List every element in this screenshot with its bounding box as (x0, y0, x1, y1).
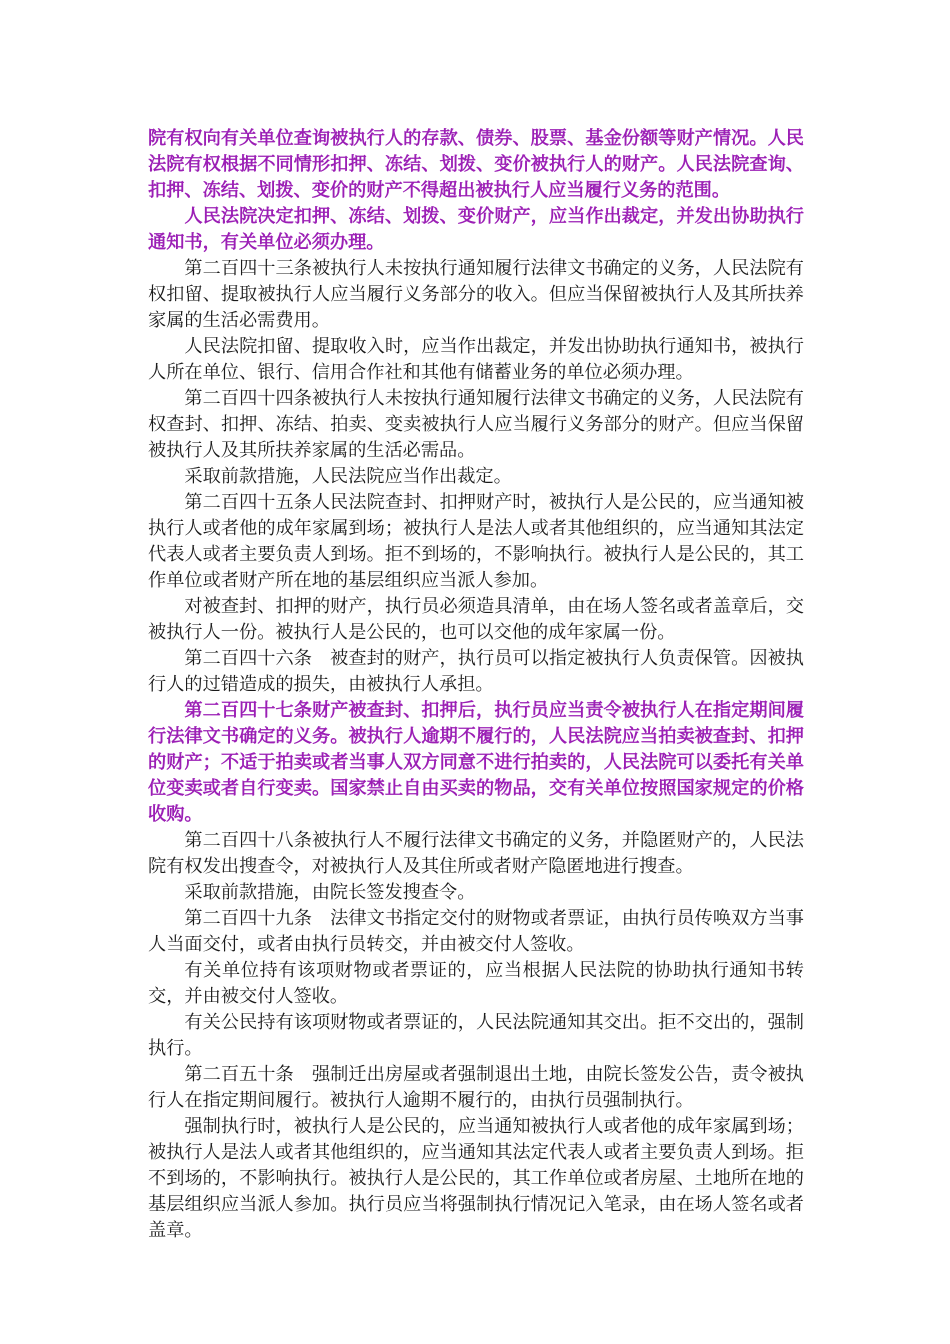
paragraph-4: 人民法院扣留、提取收入时，应当作出裁定，并发出协助执行通知书，被执行人所在单位、银行、信用合作社和其他有储蓄业务的单位必须办理。 (148, 336, 804, 383)
paragraph-17: 强制执行时，被执行人是公民的，应当通知被执行人或者他的成年家属到场；被执行人是法人或者其他组织的，应当通知其法定代表人或者主要负责人到场。拒不到场的，不影响执行。被执行人是公民的，其工作单位或者房屋、土地所在地的基层组织应当派人参加。执行员应当将强制执行情况记入笔录，由在场人签名或者盖章。 (148, 1116, 804, 1241)
paragraph-8: 对被查封、扣押的财产，执行员必须造具清单，由在场人签名或者盖章后，交被执行人一份。被执行人是公民的，也可以交他的成年家属一份。 (148, 596, 804, 643)
paragraph-1: 院有权向有关单位查询被执行人的存款、债券、股票、基金份额等财产情况。人民法院有权根据不同情形扣押、冻结、划拨、变价被执行人的财产。人民法院查询、扣押、冻结、划拨、变价的财产不得超出被执行人应当履行义务的范围。 (148, 128, 804, 201)
paragraph-10: 第二百四十七条财产被查封、扣押后，执行员应当责令被执行人在指定期间履行法律文书确定的义务。被执行人逾期不履行的，人民法院应当拍卖被查封、扣押的财产；不适于拍卖或者当事人双方同意不进行拍卖的，人民法院可以委托有关单位变卖或者自行变卖。国家禁止自由买卖的物品，交有关单位按照国家规定的价格收购。 (148, 700, 804, 825)
paragraph-13: 第二百四十九条 法律文书指定交付的财物或者票证，由执行员传唤双方当事人当面交付，或者由执行员转交，并由被交付人签收。 (148, 908, 804, 955)
paragraph-15: 有关公民持有该项财物或者票证的，人民法院通知其交出。拒不交出的，强制执行。 (148, 1012, 804, 1059)
paragraph-2: 人民法院决定扣押、冻结、划拨、变价财产，应当作出裁定，并发出协助执行通知书，有关单位必须办理。 (148, 206, 804, 253)
paragraph-11: 第二百四十八条被执行人不履行法律文书确定的义务，并隐匿财产的，人民法院有权发出搜查令，对被执行人及其住所或者财产隐匿地进行搜查。 (148, 830, 804, 877)
paragraph-16: 第二百五十条 强制迁出房屋或者强制退出土地，由院长签发公告，责令被执行人在指定期间履行。被执行人逾期不履行的，由执行员强制执行。 (148, 1064, 804, 1111)
paragraph-14: 有关单位持有该项财物或者票证的，应当根据人民法院的协助执行通知书转交，并由被交付人签收。 (148, 960, 804, 1007)
paragraph-6: 采取前款措施，人民法院应当作出裁定。 (184, 466, 512, 487)
paragraph-5: 第二百四十四条被执行人未按执行通知履行法律文书确定的义务，人民法院有权查封、扣押、冻结、拍卖、变卖被执行人应当履行义务部分的财产。但应当保留被执行人及其所扶养家属的生活必需品。 (148, 388, 804, 461)
paragraph-12: 采取前款措施，由院长签发搜查令。 (184, 882, 476, 903)
paragraph-3: 第二百四十三条被执行人未按执行通知履行法律文书确定的义务，人民法院有权扣留、提取被执行人应当履行义务部分的收入。但应当保留被执行人及其所扶养家属的生活必需费用。 (148, 258, 804, 331)
paragraph-9: 第二百四十六条 被查封的财产，执行员可以指定被执行人负责保管。因被执行人的过错造成的损失，由被执行人承担。 (148, 648, 804, 695)
document-page (148, 126, 804, 1244)
paragraph-7: 第二百四十五条人民法院查封、扣押财产时，被执行人是公民的，应当通知被执行人或者他的成年家属到场；被执行人是法人或者其他组织的，应当通知其法定代表人或者主要负责人到场。拒不到场的，不影响执行。被执行人是公民的，其工作单位或者财产所在地的基层组织应当派人参加。 (148, 492, 804, 591)
